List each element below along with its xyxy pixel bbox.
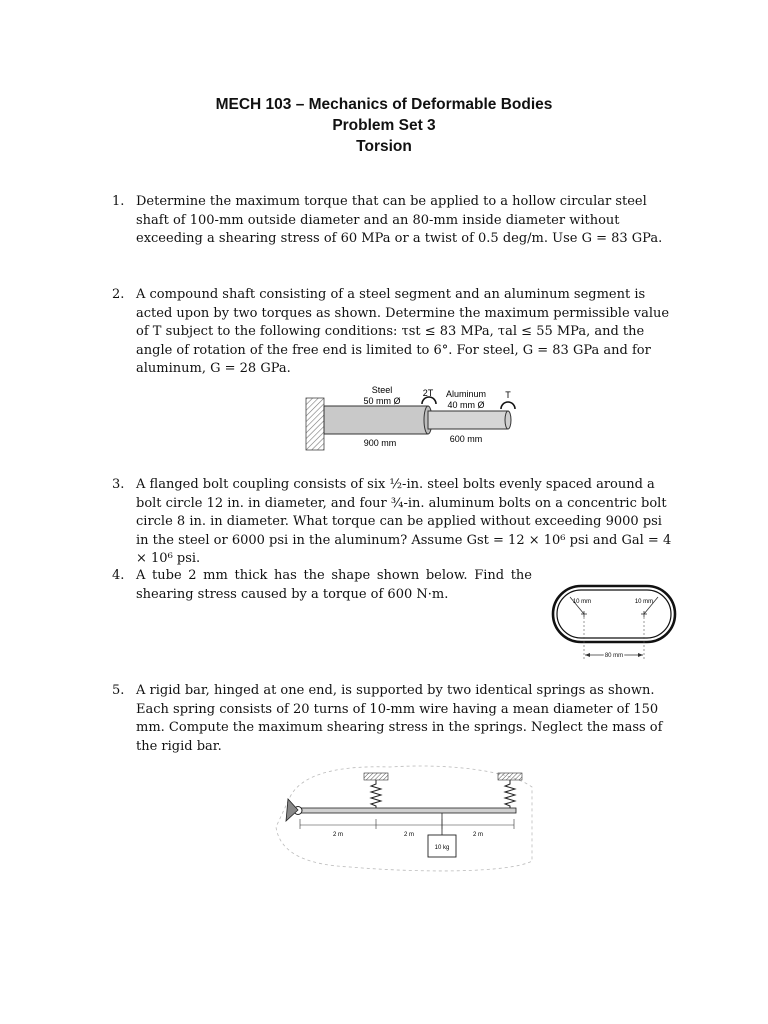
figure-outline: [276, 766, 532, 871]
problem-number: 4.: [112, 568, 125, 583]
ceiling-support-1-icon: [364, 773, 388, 780]
document-header: [0, 94, 768, 157]
problem-2: [112, 286, 672, 379]
torque-t-arrow-icon: [501, 402, 515, 409]
steel-segment: [324, 406, 428, 434]
compound-shaft-figure: [300, 382, 520, 454]
ceiling-support-2-icon: [498, 773, 522, 780]
mass-label: 10 kg: [434, 845, 450, 851]
problem-4: [112, 567, 532, 604]
course-title: MECH 103 – Mechanics of Deformable Bodies: [215, 96, 553, 113]
tube-outer-wall: [553, 586, 675, 642]
fixed-wall-icon: [306, 398, 324, 450]
rigid-bar: [298, 808, 516, 813]
problem-set-title: Problem Set 3: [332, 117, 436, 134]
aluminum-length-label: 600 mm: [449, 434, 483, 444]
topic-title: Torsion: [356, 138, 412, 155]
problem-number: 3.: [112, 477, 125, 492]
problem-text: Determine the maximum torque that can be applied to a hollow circular steel shaft of 100-mm outside diameter and an 80-mm inside diameter without exceeding a shearing stress of 60 MPa or a twist of 0.5 deg/m. Use G = 83 GPa.: [136, 194, 663, 246]
radius-left-label: 10 mm: [572, 599, 592, 605]
problem-3: [112, 476, 672, 569]
steel-label: Steel: [371, 385, 393, 395]
tube-inner-wall: [557, 590, 671, 638]
aluminum-label: Aluminum: [445, 389, 487, 399]
aluminum-diameter-label: 40 mm Ø: [447, 400, 485, 410]
thin-tube-figure: [550, 583, 678, 663]
spring-2-icon: [505, 780, 515, 808]
spring-1-icon: [371, 780, 381, 808]
problem-number: 5.: [112, 683, 125, 698]
problem-text: A rigid bar, hinged at one end, is supported by two identical springs as shown. Each spring consists of 20 turns of 10-mm wire having a mean diameter of 150 mm. Compute the maximum shearing stress in the springs. Neglect the mass of the rigid bar.: [136, 683, 663, 754]
problem-number: 2.: [112, 287, 125, 302]
span-label: 80 mm: [604, 653, 624, 659]
dimension-2-label: 2 m: [403, 832, 415, 838]
problem-text: A flanged bolt coupling consists of six ½-in. steel bolts evenly spaced around a bolt circle 12 in. in diameter, and four ¾-in. aluminum bolts on a concentric bolt circle 8 in. in diameter. What torque can be applied without exceeding 9000 psi in the steel or 6000 psi in the aluminum? Assume Gst = 12 × 10⁶ psi and Gal = 4 × 10⁶ psi.: [136, 477, 672, 566]
problem-text: A compound shaft consisting of a steel segment and an aluminum segment is acted upon by two torques as shown. Determine the maximum permissible value of T subject to the following conditions: τst ≤ 83 MPa, τal ≤ 55 MPa, and the angle of rotation of the free end is limited to 6°. For steel, G = 83 GPa and for aluminum, G = 28 GPa.: [136, 287, 670, 376]
torque-2t-arrow-icon: [422, 397, 436, 404]
steel-diameter-label: 50 mm Ø: [363, 396, 401, 406]
torque-t-label: T: [505, 390, 511, 400]
steel-length-label: 900 mm: [363, 438, 397, 448]
aluminum-segment: [428, 411, 508, 429]
problem-number: 1.: [112, 194, 125, 209]
rigid-bar-figure: [270, 757, 540, 875]
radius-right-label: 10 mm: [634, 599, 654, 605]
dimension-1-label: 2 m: [332, 832, 344, 838]
problem-text: A tube 2 mm thick has the shape shown below. Find the shearing stress caused by a torque of 600 N·m.: [136, 568, 532, 602]
torque-2t-label: 2T: [422, 388, 434, 398]
problem-1: [112, 193, 672, 249]
dimension-3-label: 2 m: [472, 832, 484, 838]
problem-5: [112, 682, 672, 756]
